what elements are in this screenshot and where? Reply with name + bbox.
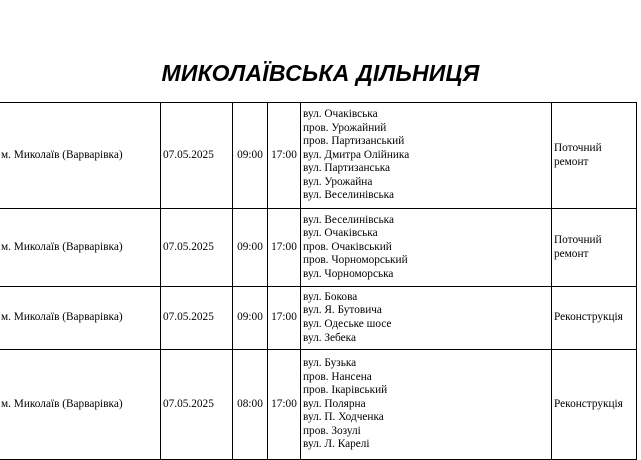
- time-to-cell: 17:00: [268, 103, 301, 209]
- street-name: пров. Зозулі: [303, 424, 361, 437]
- outage-schedule-table: [0, 102, 637, 460]
- street-name: вул. Партизанська: [303, 162, 391, 175]
- table-body: [0, 103, 637, 460]
- street-name: вул. Одеське шосе: [303, 318, 392, 330]
- street-name: вул. Зебека: [303, 331, 357, 344]
- time-from-cell: 09:00: [233, 103, 268, 209]
- time-from-cell: 09:00: [233, 287, 268, 350]
- street-name: пров. Очаківський: [303, 240, 392, 253]
- street-name: вул. Веселинівська: [303, 189, 395, 202]
- streets-cell: [301, 209, 552, 287]
- street-name: вул. Полярна: [303, 397, 366, 410]
- work-type-label: Поточний: [554, 233, 602, 246]
- time-to-cell: 17:00: [268, 209, 301, 287]
- street-name: пров. Чорноморський: [303, 254, 408, 267]
- time-to-cell: 17:00: [268, 350, 301, 460]
- work-type-label: ремонт: [554, 155, 589, 168]
- street-name: вул. Чорноморська: [303, 267, 394, 280]
- section-title: МИКОЛАЇВСЬКА ДІЛЬНИЦЯ: [161, 60, 480, 86]
- work-type-label: Поточний: [554, 141, 602, 154]
- street-name: вул. Веселинівська: [303, 213, 395, 226]
- time-from-cell: 09:00: [233, 209, 268, 287]
- street-name: пров. Нансена: [303, 370, 372, 383]
- time-from-cell: 08:00: [233, 350, 268, 460]
- location-cell: м. Миколаїв (Варварівка): [0, 103, 161, 209]
- time-to-cell: 17:00: [268, 287, 301, 350]
- work-type-cell: [552, 103, 637, 209]
- table-row: [0, 350, 637, 460]
- street-name: пров. Урожайний: [303, 121, 387, 134]
- street-name: пров. Ікарівський: [303, 384, 388, 397]
- date-cell: 07.05.2025: [161, 287, 233, 350]
- work-type-cell: [552, 209, 637, 287]
- street-name: вул. П. Ходченка: [303, 411, 384, 424]
- street-name: вул. Очаківська: [303, 107, 378, 120]
- table-row: [0, 209, 637, 287]
- table-row: [0, 103, 637, 209]
- street-name: пров. Партизанський: [303, 135, 405, 148]
- street-name: вул. Я. Бутовича: [303, 304, 382, 317]
- date-cell: 07.05.2025: [161, 209, 233, 287]
- work-type-label: Реконструкція: [554, 397, 623, 410]
- location-cell: м. Миколаїв (Варварівка): [0, 350, 161, 460]
- location-cell: м. Миколаїв (Варварівка): [0, 209, 161, 287]
- date-cell: 07.05.2025: [161, 350, 233, 460]
- work-type-cell: [552, 350, 637, 460]
- streets-cell: [301, 350, 552, 460]
- table-row: [0, 287, 637, 350]
- date-cell: 07.05.2025: [161, 103, 233, 209]
- street-name: вул. Дмитра Олійника: [303, 148, 410, 161]
- location-cell: м. Миколаїв (Варварівка): [0, 287, 161, 350]
- street-name: вул. Бузька: [303, 356, 357, 369]
- work-type-label: ремонт: [554, 247, 589, 260]
- work-type-cell: [552, 287, 637, 350]
- street-name: вул. Л. Карелі: [303, 438, 370, 451]
- street-name: вул. Урожайна: [303, 175, 373, 188]
- street-name: вул. Очаківська: [303, 227, 378, 240]
- work-type-label: Реконструкція: [554, 311, 623, 324]
- streets-cell: [301, 287, 552, 350]
- street-name: вул. Бокова: [303, 290, 358, 303]
- streets-cell: [301, 103, 552, 209]
